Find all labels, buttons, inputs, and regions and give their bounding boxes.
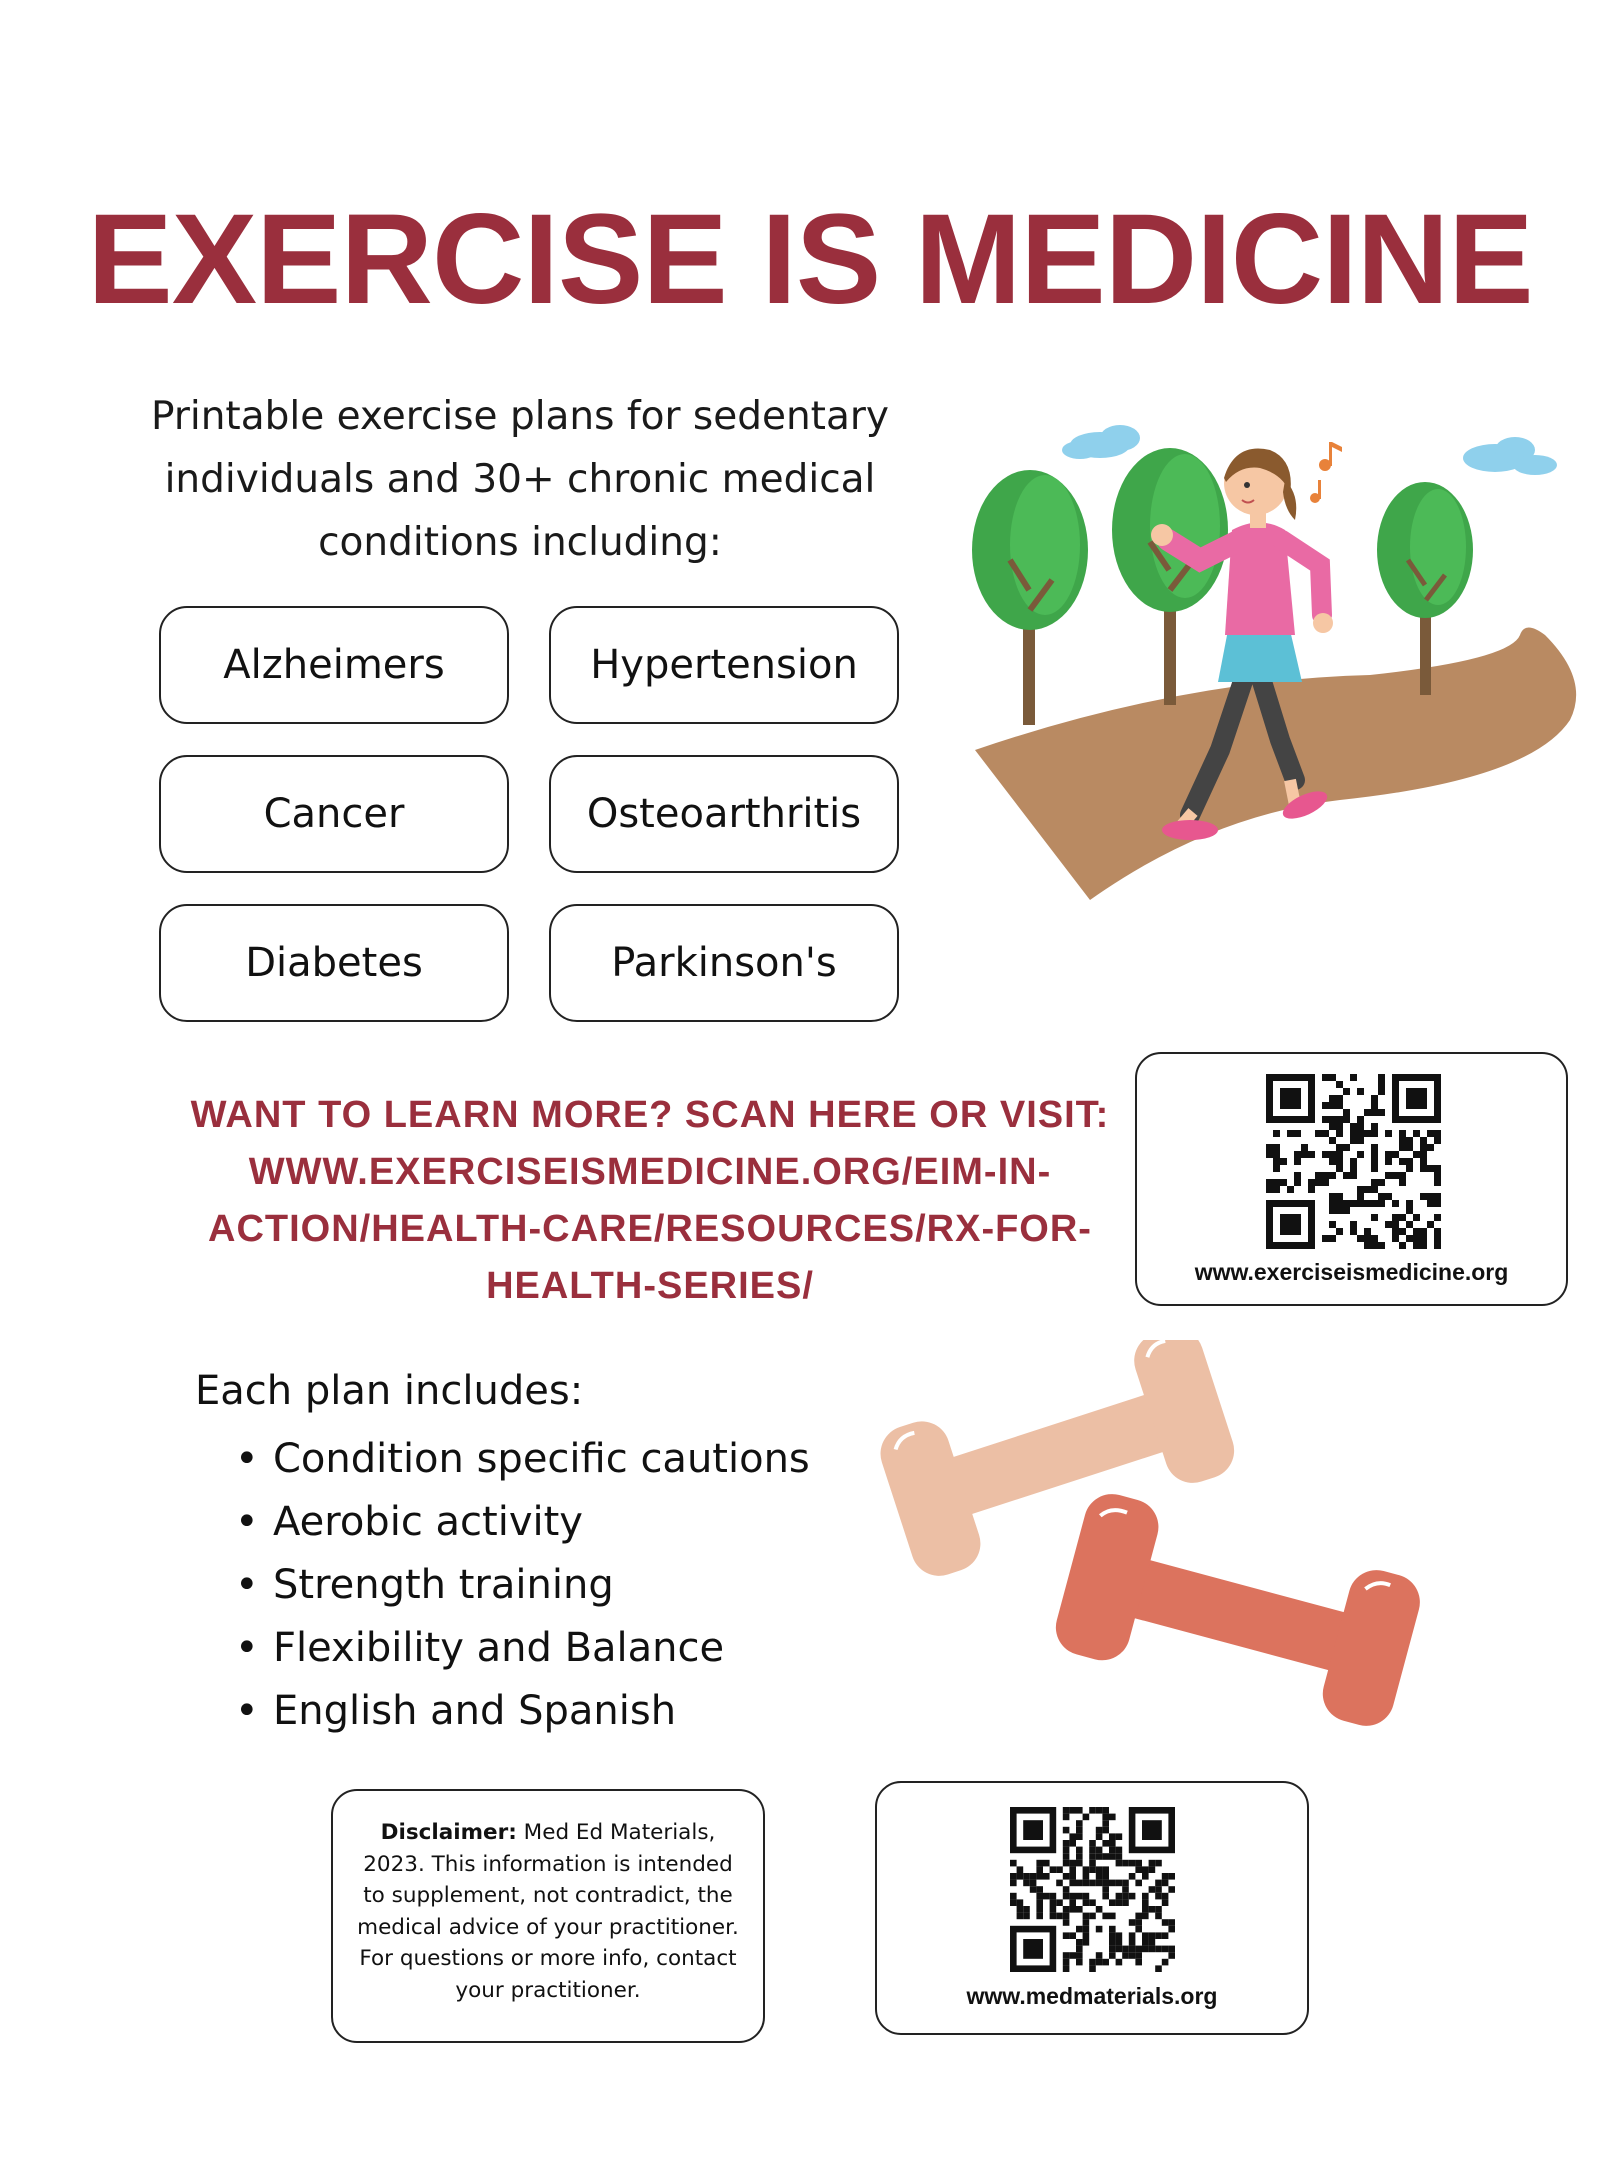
qr-code-icon[interactable] <box>1010 1807 1175 1972</box>
music-note-icon <box>1310 442 1342 503</box>
list-item: • Condition specific cautions <box>235 1428 810 1491</box>
intro-line: individuals and 30+ chronic medical <box>164 457 876 502</box>
condition-pill-osteoarthritis: Osteoarthritis <box>549 755 899 873</box>
learn-more-text <box>170 1087 1130 1315</box>
qr-code-icon[interactable] <box>1266 1074 1441 1249</box>
list-item: • Flexibility and Balance <box>235 1617 810 1680</box>
list-item: • English and Spanish <box>235 1680 810 1743</box>
qr-url-label[interactable]: www.exerciseismedicine.org <box>1194 1259 1509 1285</box>
includes-title: Each plan includes: <box>195 1368 584 1414</box>
walking-woman-illustration <box>950 420 1600 910</box>
learn-more-url-line[interactable]: ACTION/HEALTH-CARE/RESOURCES/RX-FOR- <box>208 1208 1092 1250</box>
condition-pill-parkinsons: Parkinson's <box>549 904 899 1022</box>
dumbbell-icon <box>870 1340 1450 1740</box>
cloud-icon <box>1062 425 1140 459</box>
intro-line: Printable exercise plans for sedentary <box>151 394 889 439</box>
learn-more-url-line[interactable]: HEALTH-SERIES/ <box>486 1265 814 1307</box>
list-item: • Strength training <box>235 1554 810 1617</box>
qr-card-exerciseismedicine[interactable] <box>1135 1052 1568 1306</box>
qr-card-medmaterials[interactable] <box>875 1781 1309 2035</box>
disclaimer-label: Disclaimer: <box>380 1820 517 1845</box>
condition-pill-cancer: Cancer <box>159 755 509 873</box>
condition-pill-alzheimers: Alzheimers <box>159 606 509 724</box>
tree-icon <box>972 470 1088 725</box>
includes-list <box>235 1428 810 1743</box>
intro-line: conditions including: <box>318 520 722 565</box>
page-title: EXERCISE IS MEDICINE <box>87 188 1533 331</box>
condition-pill-diabetes: Diabetes <box>159 904 509 1022</box>
tree-icon <box>1112 448 1228 705</box>
cloud-icon <box>1463 437 1557 475</box>
intro-text <box>140 385 900 574</box>
list-item: • Aerobic activity <box>235 1491 810 1554</box>
learn-more-line: WANT TO LEARN MORE? SCAN HERE OR VISIT: <box>190 1094 1110 1136</box>
disclaimer-box <box>331 1789 765 2043</box>
disclaimer-text: Med Ed Materials, 2023. This information is intended to supplement, not contradict, the medical advice of your practitioner. For questions or more info, contact your practitioner. <box>357 1820 739 2003</box>
learn-more-url-line[interactable]: WWW.EXERCISEISMEDICINE.ORG/EIM-IN- <box>248 1151 1052 1193</box>
condition-pill-hypertension: Hypertension <box>549 606 899 724</box>
qr-url-label[interactable]: www.medmaterials.org <box>966 1983 1218 2009</box>
